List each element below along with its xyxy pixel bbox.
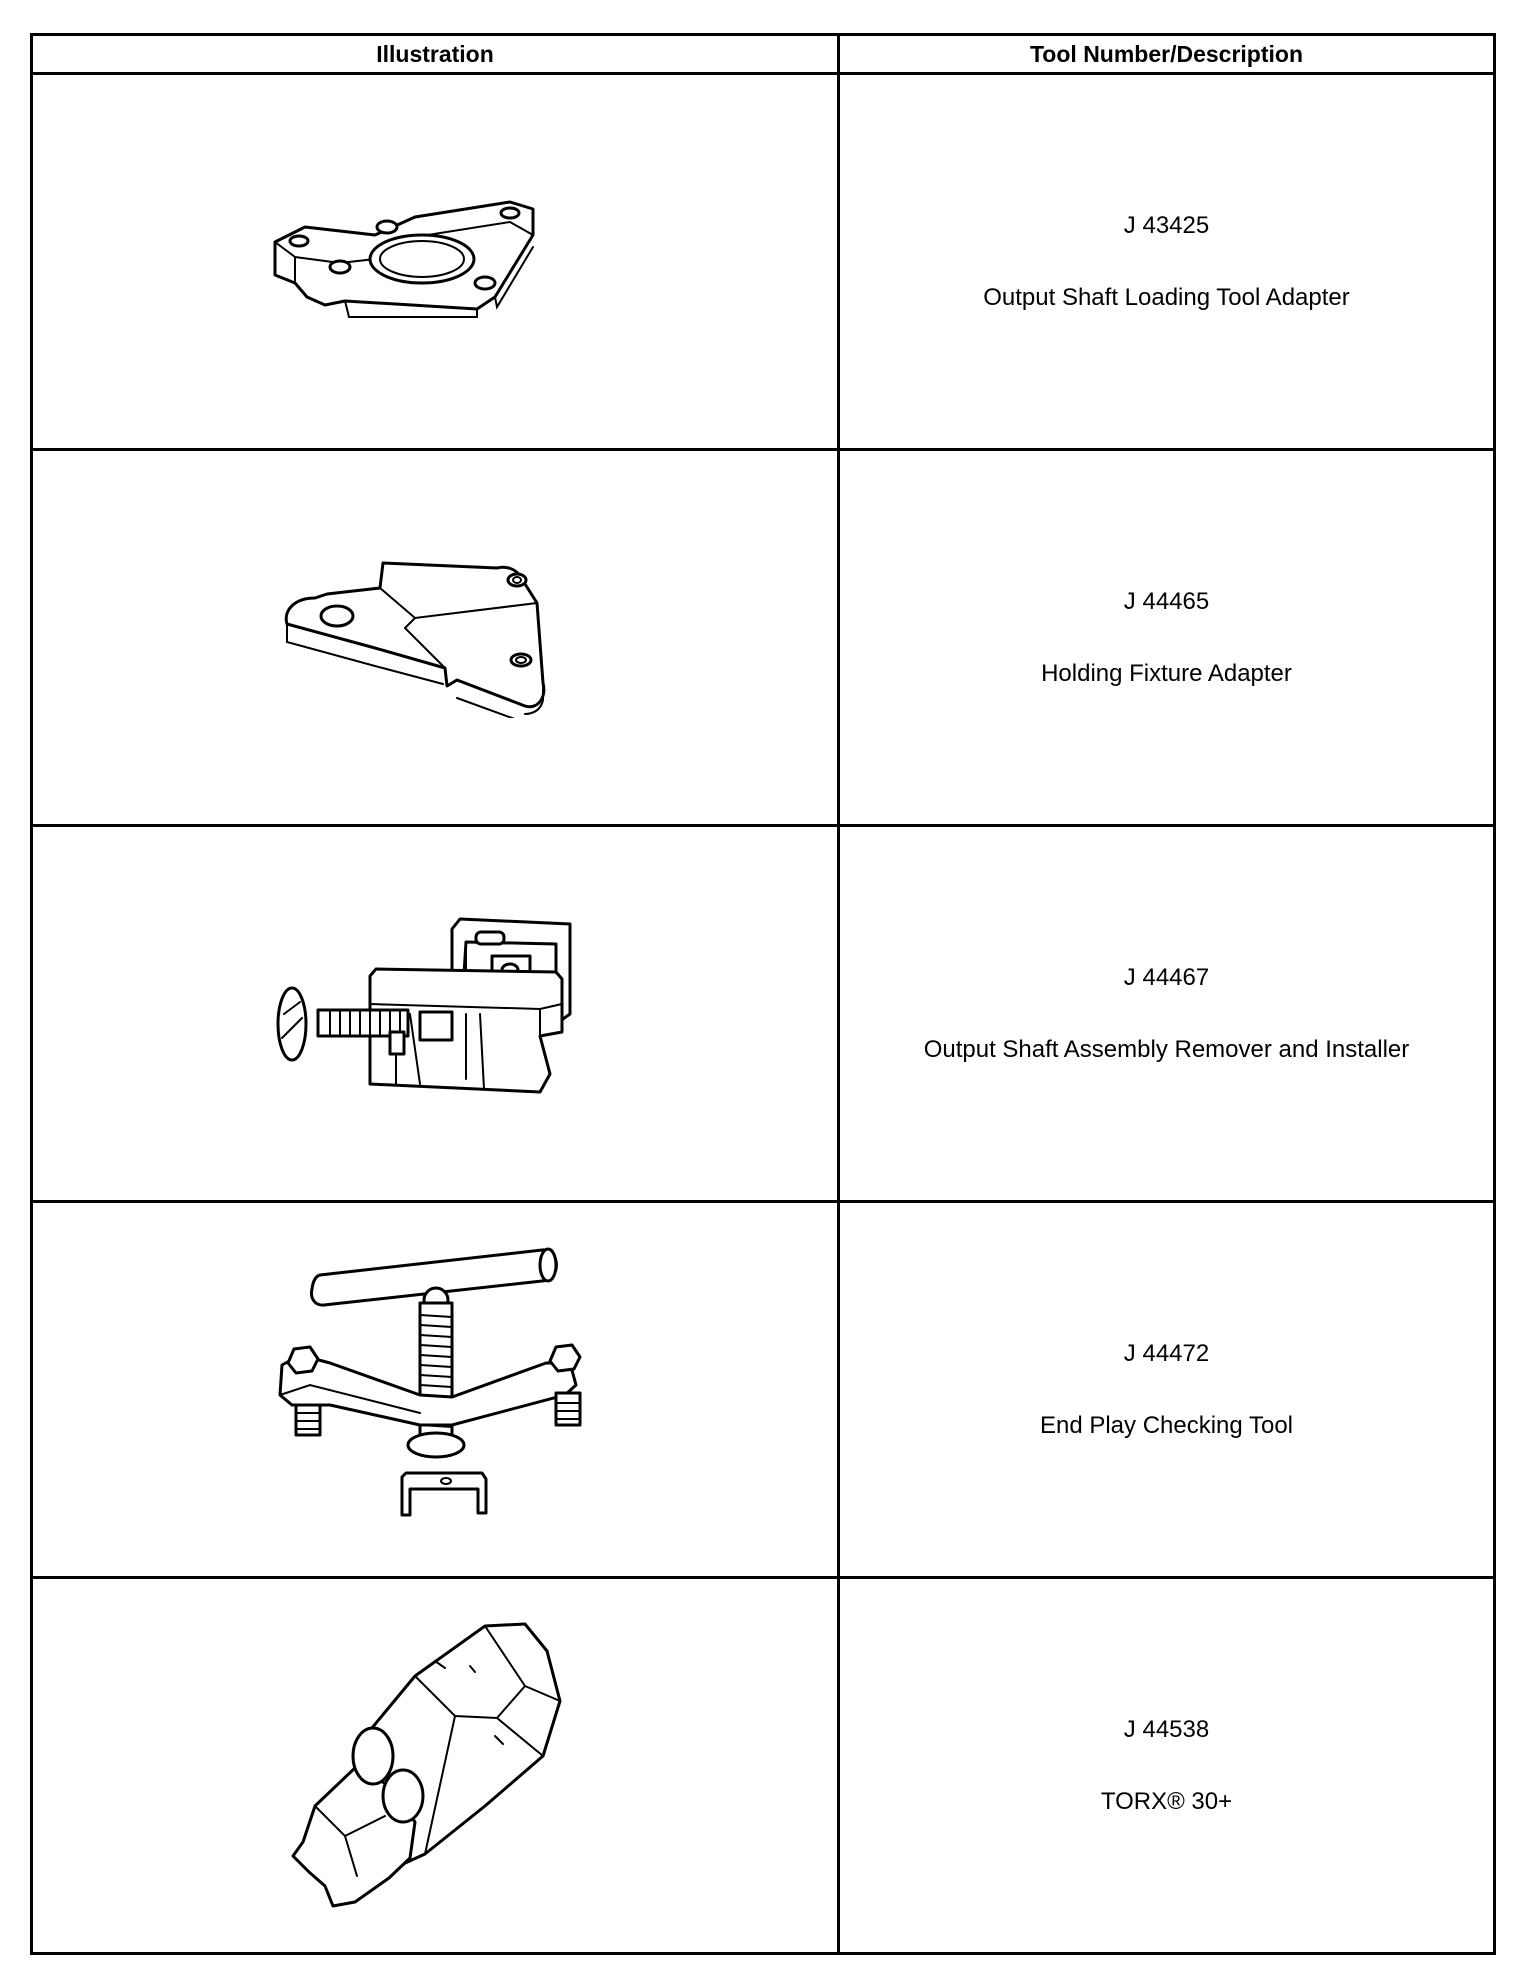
table-row: [32, 1578, 1495, 1954]
header-illustration: Illustration: [32, 35, 839, 74]
tool-description: End Play Checking Tool: [1039, 1411, 1294, 1439]
plate-adapter-icon: [265, 197, 605, 327]
tool-cell: [839, 1578, 1495, 1954]
tool-cell: [839, 450, 1495, 826]
tool-cell: [839, 1202, 1495, 1578]
table-row: [32, 450, 1495, 826]
tool-number: J 44472: [1123, 1339, 1210, 1367]
illustration-cell: [32, 450, 839, 826]
end-play-tool-icon: [270, 1245, 600, 1535]
table-row: [32, 1202, 1495, 1578]
illustration-cell: [32, 826, 839, 1202]
tool-description: Holding Fixture Adapter: [1041, 659, 1292, 687]
special-tools-table: [30, 33, 1496, 1955]
header-tool-number-description: Tool Number/Description: [839, 35, 1495, 74]
illustration-cell: [32, 74, 839, 450]
tool-number: J 43425: [1123, 211, 1210, 239]
tool-number: J 44467: [1123, 963, 1210, 991]
fixture-adapter-icon: [275, 558, 595, 718]
tool-cell: [839, 74, 1495, 450]
torx-bit-icon: [285, 1606, 585, 1926]
table-row: [32, 826, 1495, 1202]
illustration-cell: [32, 1202, 839, 1578]
tool-number: J 44465: [1123, 587, 1210, 615]
header-row: [32, 35, 1495, 74]
tool-description: Output Shaft Assembly Remover and Installer: [923, 1035, 1410, 1063]
tool-number: J 44538: [1123, 1715, 1210, 1743]
tool-cell: [839, 826, 1495, 1202]
tool-description: Output Shaft Loading Tool Adapter: [983, 283, 1350, 311]
illustration-cell: [32, 1578, 839, 1954]
clamp-tool-icon: [270, 914, 600, 1114]
table-row: [32, 74, 1495, 450]
tool-description: TORX® 30+: [1100, 1787, 1233, 1815]
